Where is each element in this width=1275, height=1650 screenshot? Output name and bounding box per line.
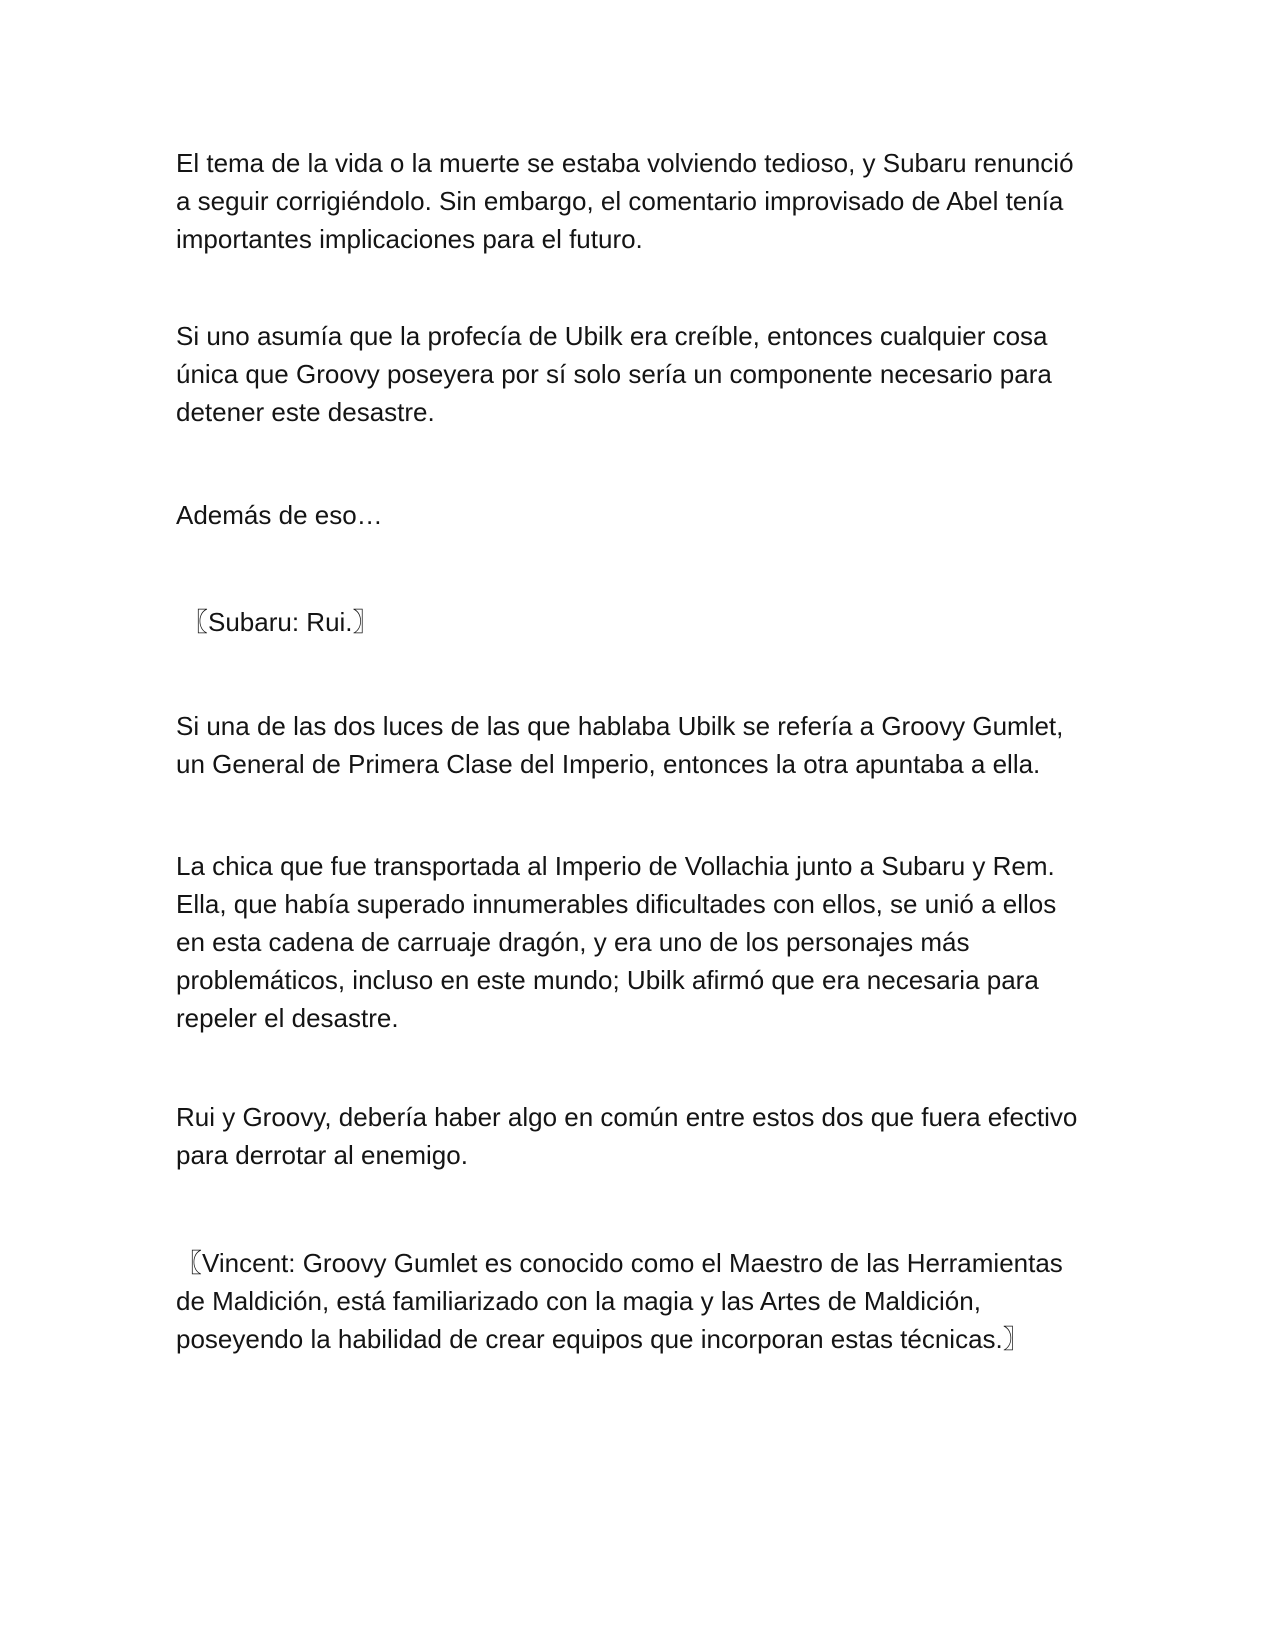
text-line: problemáticos, incluso en este mundo; Ubilk afirmó que era necesaria para [176,965,1039,995]
text-line: en esta cadena de carruaje dragón, y era uno de los personajes más [176,927,970,957]
paragraph-3 [176,496,1116,534]
text-line: poseyendo la habilidad de crear equipos que incorporan estas técnicas.〗 [176,1324,1029,1354]
text-line: para derrotar al enemigo. [176,1140,468,1170]
text-line: 〖Subaru: Rui.〗 [182,607,379,637]
text-line: 〖Vincent: Groovy Gumlet es conocido como el Maestro de las Herramientas [176,1248,1063,1278]
paragraph-2 [176,317,1116,431]
paragraph-7 [176,1098,1116,1174]
text-line: detener este desastre. [176,397,435,427]
text-line: de Maldición, está familiarizado con la magia y las Artes de Maldición, [176,1286,981,1316]
text-line: repeler el desastre. [176,1003,399,1033]
dialogue-vincent [176,1244,1116,1358]
text-line: El tema de la vida o la muerte se estaba volviendo tedioso, y Subaru renunció [176,148,1074,178]
text-line: importantes implicaciones para el futuro. [176,224,643,254]
text-line: Si una de las dos luces de las que hablaba Ubilk se refería a Groovy Gumlet, [176,711,1064,741]
paragraph-6 [176,847,1116,1037]
dialogue-subaru [182,603,1122,641]
text-line: Rui y Groovy, debería haber algo en común entre estos dos que fuera efectivo [176,1102,1078,1132]
text-line: La chica que fue transportada al Imperio de Vollachia junto a Subaru y Rem. [176,851,1055,881]
text-line: Si uno asumía que la profecía de Ubilk era creíble, entonces cualquier cosa [176,321,1048,351]
paragraph-1 [176,144,1116,258]
text-line: única que Groovy poseyera por sí solo sería un componente necesario para [176,359,1052,389]
text-line: un General de Primera Clase del Imperio, entonces la otra apuntaba a ella. [176,749,1041,779]
text-line: a seguir corrigiéndolo. Sin embargo, el comentario improvisado de Abel tenía [176,186,1064,216]
text-line: Ella, que había superado innumerables dificultades con ellos, se unió a ellos [176,889,1057,919]
text-line: Además de eso… [176,500,383,530]
paragraph-5 [176,707,1116,783]
